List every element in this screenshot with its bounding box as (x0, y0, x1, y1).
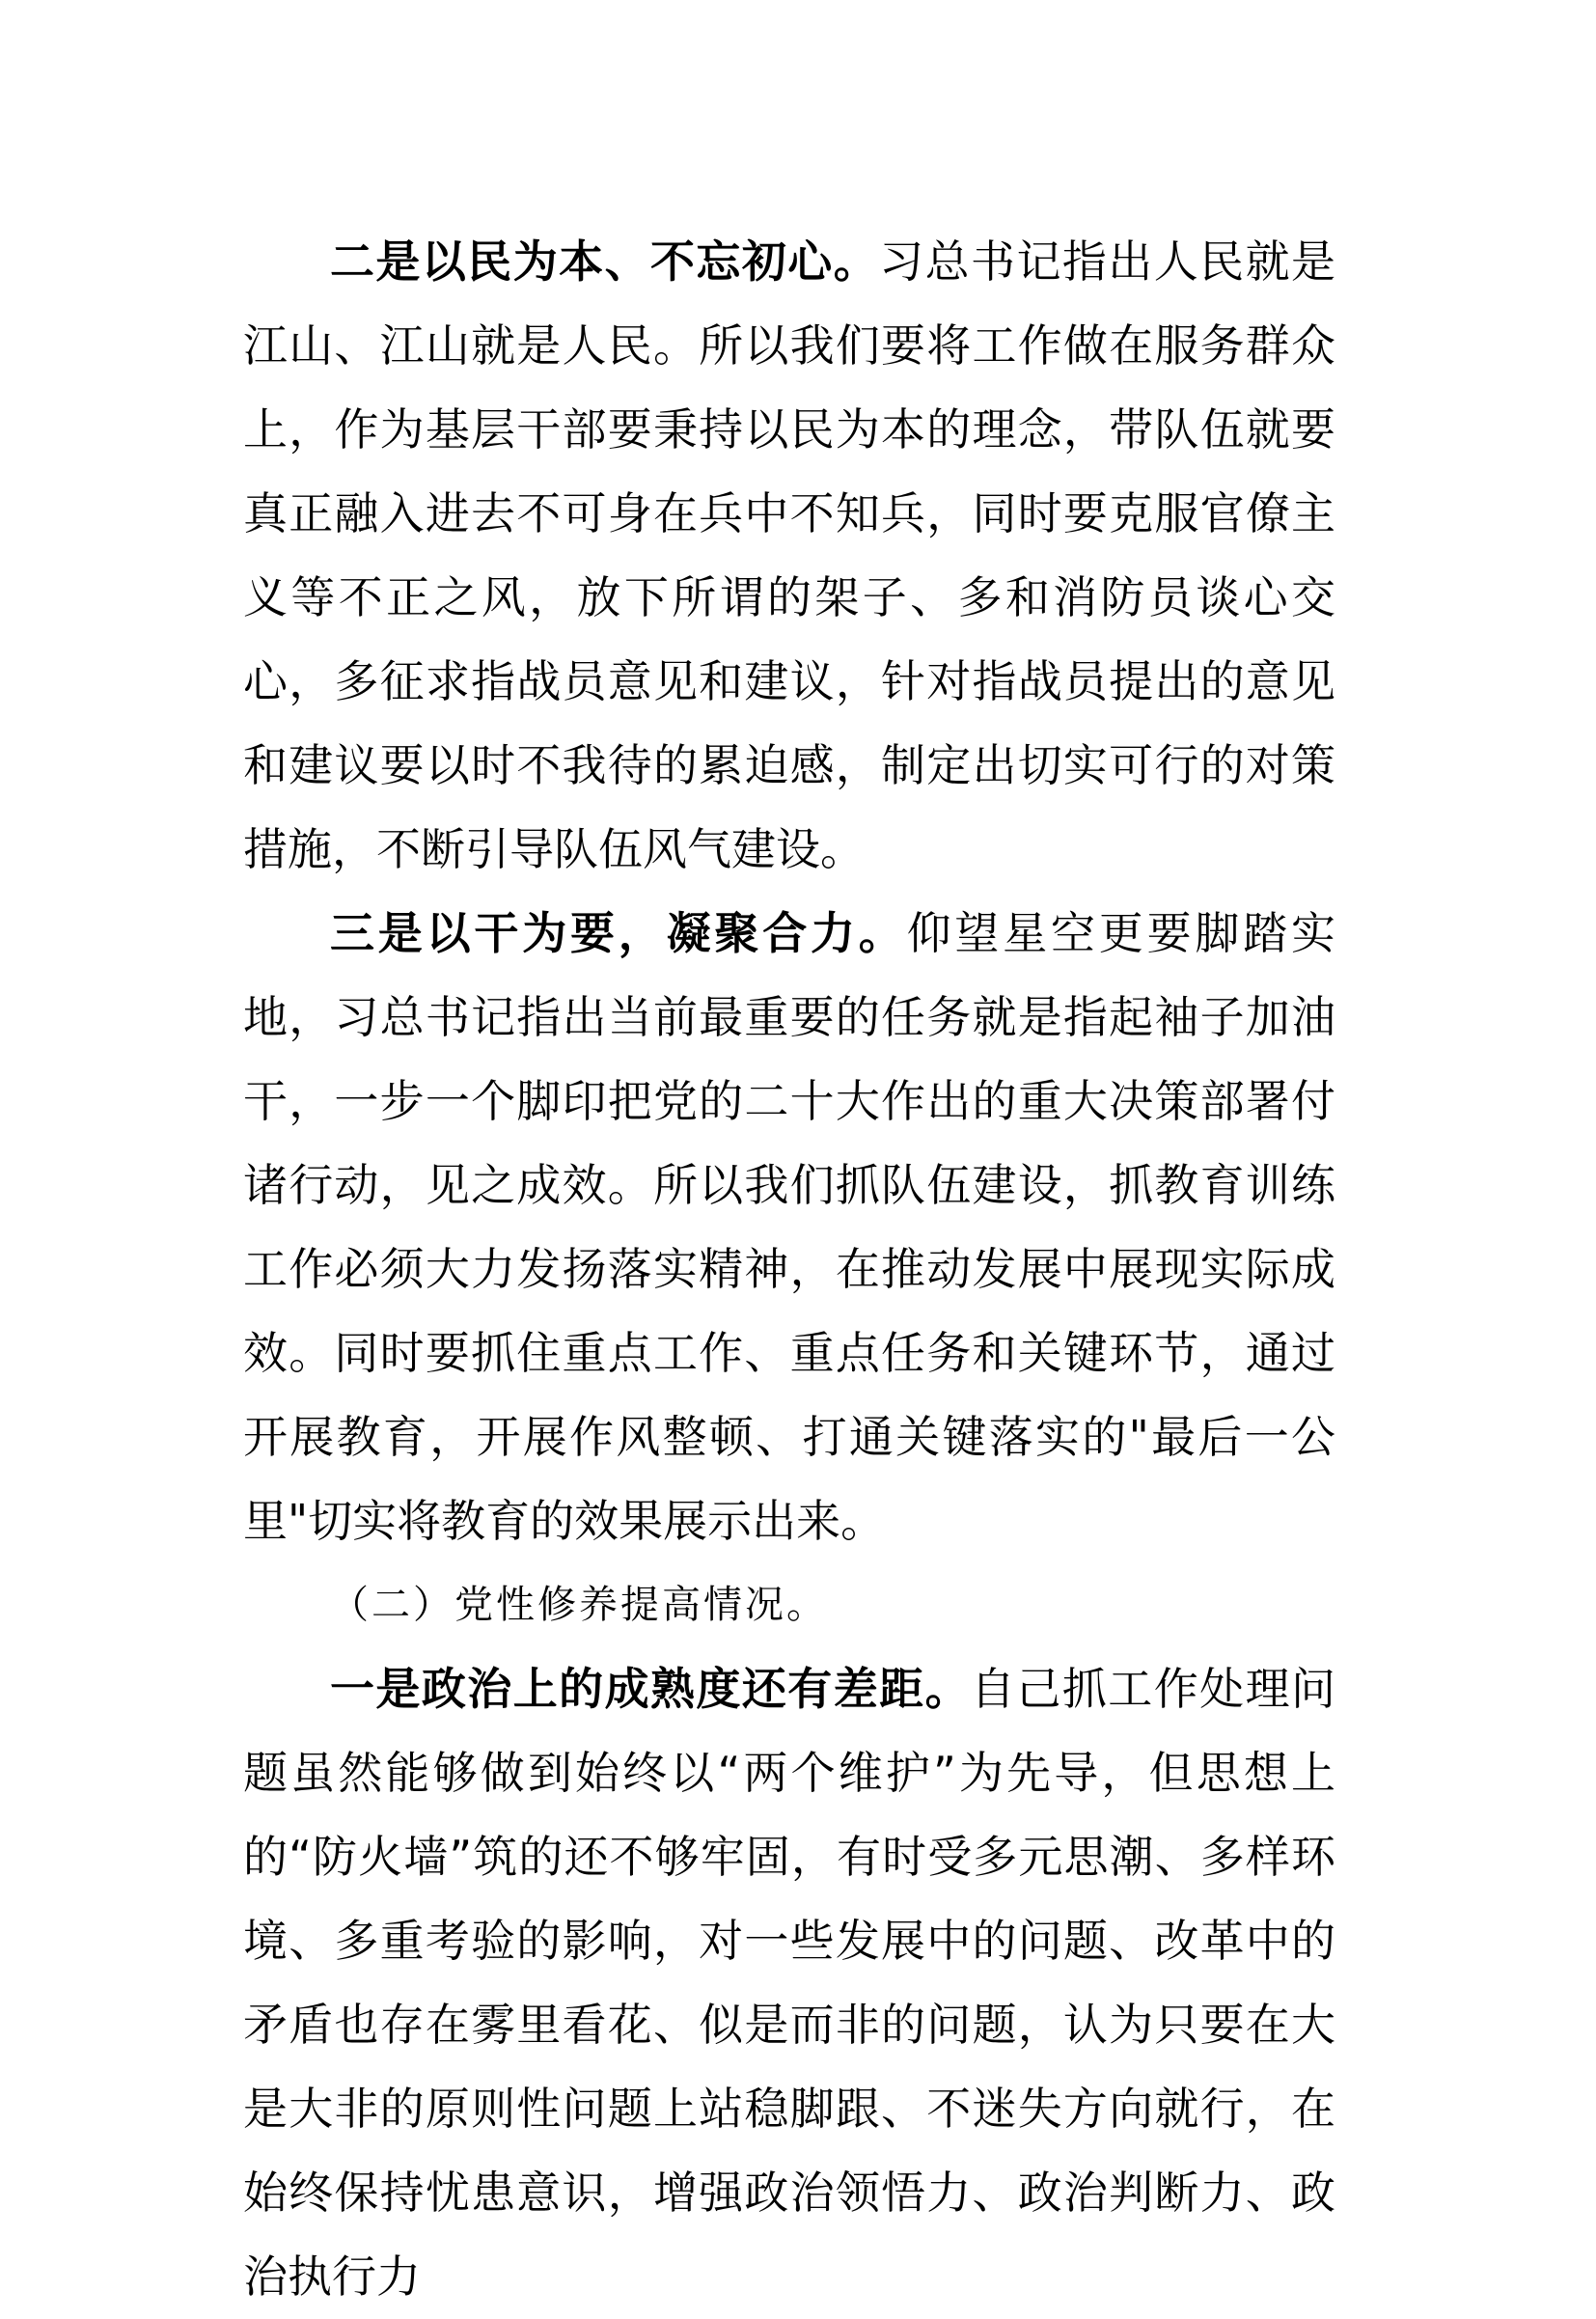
paragraph-lead: 三是以干为要，凝聚合力。 (330, 907, 907, 959)
paragraph-lead: 一是政治上的成熟度还有差距。 (330, 1663, 971, 1715)
paragraph-lead: 二是以民为本、不忘初心。 (330, 235, 880, 288)
paragraph-political-maturity (243, 1647, 1335, 2319)
paragraph-work-focused (243, 892, 1335, 1563)
document-body (243, 220, 1335, 2319)
section-heading: （二）党性修养提高情况。 (330, 1583, 828, 1627)
paragraph-body: 仰望星空更要脚踏实地，习总书记指出当前最重要的任务就是指起袖子加油干，一步一个脚印把党的二十大作出的重大决策部署付诸行动，见之成效。所以我们抓队伍建设，抓教育训练工作必须大力发扬落实精神，在推动发展中展现实际成效。同时要抓住重点工作、重点任务和关键环节，通过开展教育，开展作风整顿、打通关键落实的"最后一公里"切实将教育的效果展示出来。 (243, 907, 1336, 1547)
paragraph-people-oriented (243, 220, 1335, 892)
paragraph-body: 自己抓工作处理问题虽然能够做到始终以“两个维护”为先导，但思想上的“防火墙”筑的还不够牢固，有时受多元思潮、多样环境、多重考验的影响，对一些发展中的问题、改革中的矛盾也存在雾里看花、似是而非的问题，认为只要在大是大非的原则性问题上站稳脚跟、不迷失方向就行，在始终保持忧患意识，增强政治领悟力、政治判断力、政治执行力 (243, 1663, 1336, 2303)
paragraph-body: 习总书记指出人民就是江山、江山就是人民。所以我们要将工作做在服务群众上，作为基层干部要秉持以民为本的理念，带队伍就要真正融入进去不可身在兵中不知兵，同时要克服官僚主义等不正之风，放下所谓的架子、多和消防员谈心交心，多征求指战员意见和建议，针对指战员提出的意见和建议要以时不我待的累迫感，制定出切实可行的对策措施，不断引导队伍风气建设。 (243, 235, 1336, 875)
